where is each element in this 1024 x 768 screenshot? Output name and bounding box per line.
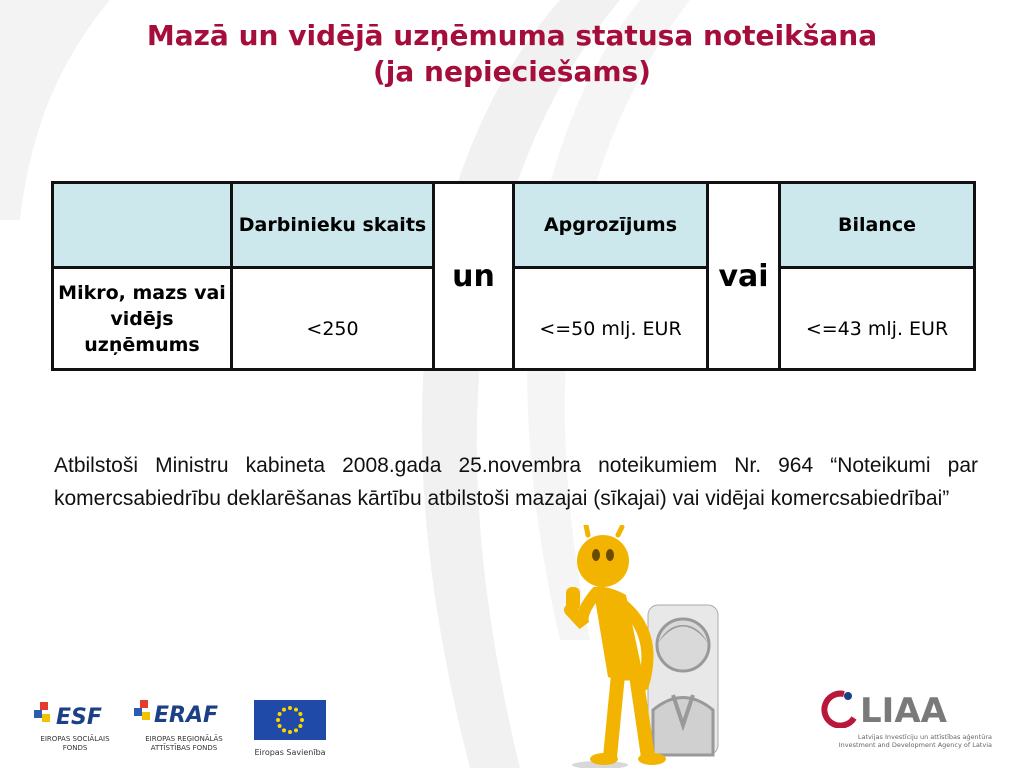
sme-status-table [51,181,976,371]
eraf-mark: ERAF [154,703,219,728]
row-label: Mikro, mazs vai vidējs uzņēmums [53,268,232,370]
title-line-1: Mazā un vidējā uzņēmuma statusa noteikšana [146,19,878,52]
eraf-caption-line-1: EIROPAS REĢIONĀLĀS [145,735,223,743]
thumbs-up-figure-icon [548,525,748,768]
header-balance: Bilance [780,183,975,268]
value-employees: <250 [232,268,434,370]
title-line-2: (ja nepieciešams) [373,55,651,88]
eraf-logo [134,700,234,754]
header-employees: Darbinieku skaits [232,183,434,268]
person-avatar-icon [648,605,718,755]
value-balance: <=43 mlj. EUR [780,268,975,370]
esf-caption-line-1: EIROPAS SOCIĀLAIS [40,735,110,743]
eu-logo [254,700,326,756]
liaa-logo-mark [820,688,992,728]
eu-flag-icon [254,700,326,740]
page-title [0,18,1024,90]
eraf-caption-line-2: ATTĪSTĪBAS FONDS [150,744,218,752]
conjunction-and: un [434,183,514,370]
eraf-caption [134,735,234,753]
esf-caption [34,735,116,753]
table-corner-cell [53,183,232,268]
esf-logo-mark [34,700,116,730]
esf-mark: ESF [56,705,102,730]
liaa-mark: LIAA [860,691,947,728]
value-turnover: <=50 mlj. EUR [514,268,708,370]
liaa-caption-line-1: Latvijas Investīciju un attīstības aģentūra [857,733,992,741]
liaa-caption [820,733,992,749]
table-header-row [53,183,975,268]
conjunction-or: vai [708,183,780,370]
liaa-logo [820,688,992,752]
esf-logo [34,700,116,752]
regulation-note: Atbilstoši Ministru kabineta 2008.gada 25.novembra noteikumiem Nr. 964 “Noteikumi par komercsabiedrību deklarēšanas kārtību atbilstoši mazajai (sīkajai) vai vidējai komercsabiedrībai” [54,454,978,510]
esf-caption-line-2: FONDS [62,744,88,752]
eu-caption: Eiropas Savienība [254,748,326,757]
table-row [53,268,975,370]
eraf-logo-mark [134,700,234,730]
header-turnover: Apgrozījums [514,183,708,268]
liaa-caption-line-2: Investment and Development Agency of Latvia [838,741,992,749]
